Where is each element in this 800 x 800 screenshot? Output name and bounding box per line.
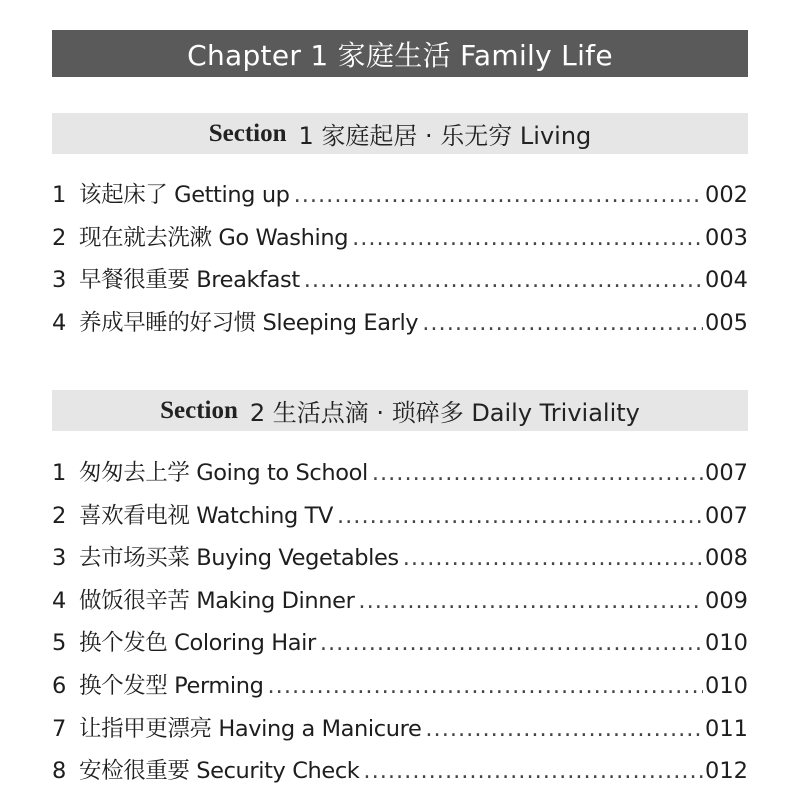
toc-entry[interactable] [52, 753, 748, 796]
dot-leader [358, 588, 703, 614]
entry-title: 匆匆去上学 Going to School [79, 460, 368, 486]
chapter-title: Chapter 1 家庭生活 Family Life [187, 38, 613, 72]
entry-number: 2 [52, 224, 67, 251]
entry-page: 011 [705, 715, 748, 742]
entry-title: 换个发型 Perming [79, 672, 264, 699]
entry-title: 安检很重要 Security Check [79, 758, 360, 785]
toc-list-section-2 [52, 455, 748, 796]
entry-number: 8 [52, 758, 67, 785]
toc-entry[interactable] [52, 177, 748, 220]
section-label: Section [160, 396, 238, 424]
entry-page: 002 [705, 182, 748, 208]
entry-title: 现在就去洗漱 Go Washing [79, 224, 349, 251]
entry-number: 4 [52, 309, 67, 336]
entry-number: 7 [52, 715, 67, 742]
dot-leader [337, 503, 703, 529]
entry-page: 010 [705, 672, 748, 699]
entry-number: 1 [52, 182, 67, 208]
toc-entry[interactable] [52, 262, 748, 305]
entry-number: 4 [52, 587, 67, 614]
dot-leader [425, 716, 703, 742]
entry-page: 004 [705, 267, 748, 294]
toc-entry[interactable] [52, 455, 748, 498]
section-heading-2 [52, 390, 748, 431]
toc-entry[interactable] [52, 305, 748, 348]
entry-page: 007 [705, 502, 748, 529]
dot-leader [294, 182, 703, 208]
toc-entry[interactable] [52, 625, 748, 668]
dot-leader [304, 267, 703, 293]
entry-title: 去市场买菜 Buying Vegetables [79, 545, 399, 572]
entry-page: 008 [705, 545, 748, 572]
entry-title: 让指甲更漂亮 Having a Manicure [79, 715, 422, 742]
toc-entry[interactable] [52, 498, 748, 541]
chapter-heading [52, 30, 748, 77]
section-title: 2 生活点滴 · 琐碎多 Daily Triviality [249, 399, 640, 427]
toc-entry[interactable] [52, 540, 748, 583]
entry-title: 早餐很重要 Breakfast [79, 267, 300, 294]
entry-title: 喜欢看电视 Watching TV [79, 502, 333, 529]
toc-entry[interactable] [52, 668, 748, 711]
entry-number: 2 [52, 502, 67, 529]
dot-leader [363, 758, 703, 784]
entry-title: 做饭很辛苦 Making Dinner [79, 587, 355, 614]
entry-number: 3 [52, 267, 67, 294]
entry-page: 007 [705, 460, 748, 486]
entry-number: 6 [52, 672, 67, 699]
entry-page: 005 [705, 309, 748, 336]
entry-page: 012 [705, 758, 748, 785]
entry-title: 养成早睡的好习惯 Sleeping Early [79, 309, 419, 336]
toc-list-section-1 [52, 177, 748, 347]
entry-number: 1 [52, 460, 67, 486]
toc-entry[interactable] [52, 711, 748, 754]
dot-leader [320, 630, 703, 656]
entry-title: 该起床了 Getting up [79, 182, 290, 208]
toc-entry[interactable] [52, 220, 748, 263]
dot-leader [422, 310, 703, 336]
entry-number: 5 [52, 630, 67, 657]
section-label: Section [208, 119, 287, 147]
dot-leader [268, 673, 704, 699]
dot-leader [352, 225, 703, 251]
entry-title: 换个发色 Coloring Hair [79, 630, 316, 657]
dot-leader [372, 460, 703, 486]
section-title: 1 家庭起居 · 乐无穷 Living [298, 122, 592, 150]
toc-entry[interactable] [52, 583, 748, 626]
entry-number: 3 [52, 545, 67, 572]
entry-page: 009 [705, 587, 748, 614]
section-heading-1 [52, 113, 748, 154]
dot-leader [403, 545, 703, 571]
entry-page: 010 [705, 630, 748, 657]
entry-page: 003 [705, 224, 748, 251]
